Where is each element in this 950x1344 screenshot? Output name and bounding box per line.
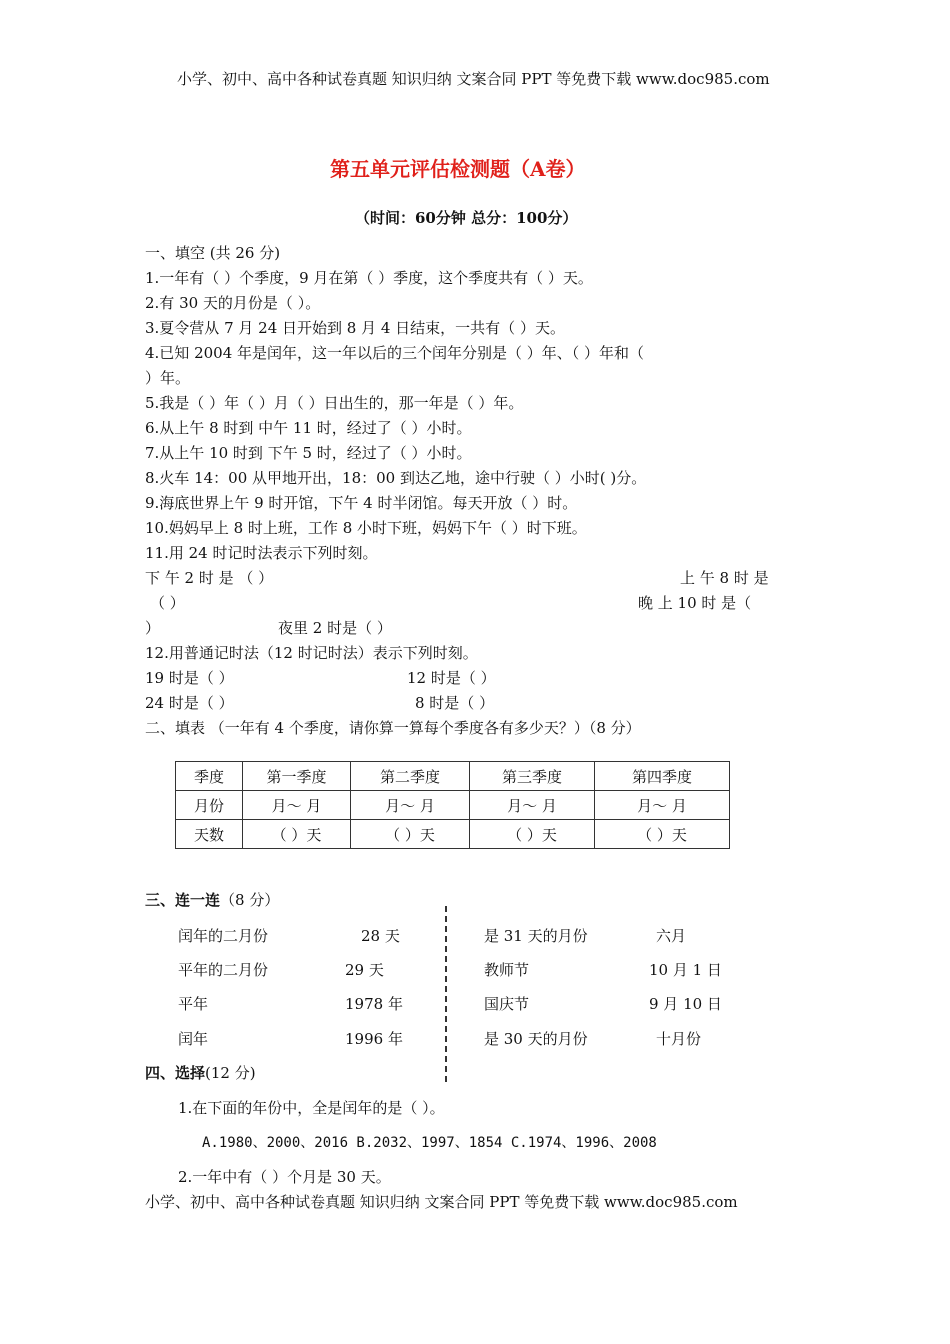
match-right-term: 教师节 [484, 961, 530, 979]
page-title: 第五单元评估检测题（A卷） [330, 157, 586, 181]
table-cell: （ ）天 [595, 820, 730, 849]
q12-heading: 12.用普通记时法（12 时记时法）表示下列时刻。 [145, 644, 478, 662]
match-right-value: 9 月 10 日 [649, 995, 722, 1013]
question-line: 6.从上午 8 时到 中午 11 时，经过了（ ）小时。 [145, 419, 472, 437]
q12-19h: 19 时是（ ） [145, 669, 234, 687]
table-cell: 月～ 月 [351, 791, 470, 820]
match-left-term: 闰年 [178, 1030, 209, 1048]
table-cell: 月～ 月 [595, 791, 730, 820]
q11-midnight-2: 夜里 2 时是（ ） [278, 619, 392, 637]
match-right-value: 十月份 [656, 1030, 702, 1048]
match-right-term: 国庆节 [484, 995, 530, 1013]
match-left-value: 28 天 [361, 927, 400, 945]
table-cell: 天数 [176, 820, 243, 849]
page-footer: 小学、初中、高中各种试卷真题 知识归纳 文案合同 PPT 等免费下载 www.doc985.com [145, 1193, 738, 1211]
match-right-value: 六月 [656, 927, 687, 945]
q12-12h: 12 时是（ ） [407, 669, 496, 687]
section-3-heading: 三、连一连 [145, 891, 221, 909]
table-cell: 月～ 月 [243, 791, 351, 820]
section-4-title [145, 1063, 256, 1083]
q11-evening-10: 晚 上 10 时 是（ [638, 594, 752, 612]
table-cell: 第一季度 [243, 762, 351, 791]
table-cell: 第四季度 [595, 762, 730, 791]
q11-evening-10-close: ） [145, 619, 161, 637]
question-line: 1.一年有（ ）个季度，9 月在第（ ）季度，这个季度共有（ ）天。 [145, 269, 593, 287]
match-right-term: 是 31 天的月份 [484, 927, 588, 945]
q11-morning-8: 上 午 8 时 是 [680, 569, 769, 587]
section-1-heading: 一、填空 (共 26 分) [145, 244, 281, 262]
choice-question-1: 1.在下面的年份中，全是闰年的是（ ）。 [178, 1099, 445, 1117]
q12-24h: 24 时是（ ） [145, 694, 234, 712]
q12-8h: 8 时是（ ） [415, 694, 495, 712]
table-row [176, 820, 730, 849]
question-line: 10.妈妈早上 8 时上班，工作 8 小时下班，妈妈下午（ ）时下班。 [145, 519, 587, 537]
question-line: 4.已知 2004 年是闰年，这一年以后的三个闰年分别是（ ）年、（ ）年和（ [145, 344, 645, 362]
table-cell: 月～ 月 [470, 791, 595, 820]
match-left-term: 平年的二月份 [178, 961, 269, 979]
table-cell: 第二季度 [351, 762, 470, 791]
table-cell: （ ）天 [470, 820, 595, 849]
question-line: 2.有 30 天的月份是（ ）。 [145, 294, 321, 312]
page-header: 小学、初中、高中各种试卷真题 知识归纳 文案合同 PPT 等免费下载 www.doc985.com [177, 70, 770, 88]
question-line: 5.我是（ ）年（ ）月（ ）日出生的，那一年是（ ）年。 [145, 394, 524, 412]
exam-info: （时间：60分钟 总分：100分） [355, 209, 578, 227]
section-2-heading: 二、填表 （一年有 4 个季度，请你算一算每个季度各有多少天？）（8 分） [145, 719, 641, 737]
table-cell: （ ）天 [351, 820, 470, 849]
match-left-value: 29 天 [345, 961, 384, 979]
section-3-title [145, 890, 279, 910]
match-left-term: 平年 [178, 995, 209, 1013]
table-row [176, 791, 730, 820]
q11-afternoon-2: 下 午 2 时 是 （ ） [145, 569, 274, 587]
choice-options-1: A.1980、2000、2016 B.2032、1997、1854 C.1974、1996、2008 [202, 1135, 657, 1151]
table-cell: 季度 [176, 762, 243, 791]
question-line: 3.夏令营从 7 月 24 日开始到 8 月 4 日结束，一共有（ ）天。 [145, 319, 565, 337]
match-right-value: 10 月 1 日 [649, 961, 722, 979]
section-3-score: （8 分） [220, 891, 280, 909]
divider-line [445, 906, 447, 1082]
section-4-score: (12 分) [205, 1064, 256, 1082]
table-cell: 第三季度 [470, 762, 595, 791]
question-line: 7.从上午 10 时到 下午 5 时，经过了（ ）小时。 [145, 444, 472, 462]
choice-question-2: 2.一年中有（ ）个月是 30 天。 [178, 1168, 391, 1186]
question-line: ）年。 [145, 369, 191, 387]
q11-morning-8-blank: （ ） [150, 594, 185, 612]
question-line: 8.火车 14：00 从甲地开出，18：00 到达乙地，途中行驶（ ）小时( )分。 [145, 469, 647, 487]
match-left-value: 1978 年 [345, 995, 403, 1013]
table-row [176, 762, 730, 791]
table-cell: （ ）天 [243, 820, 351, 849]
match-left-term: 闰年的二月份 [178, 927, 269, 945]
match-right-term: 是 30 天的月份 [484, 1030, 588, 1048]
question-line: 9.海底世界上午 9 时开馆，下午 4 时半闭馆。每天开放（ ）时。 [145, 494, 578, 512]
section-4-heading: 四、选择 [145, 1064, 206, 1082]
season-table [175, 761, 730, 849]
match-left-value: 1996 年 [345, 1030, 403, 1048]
table-cell: 月份 [176, 791, 243, 820]
question-line: 11.用 24 时记时法表示下列时刻。 [145, 544, 378, 562]
